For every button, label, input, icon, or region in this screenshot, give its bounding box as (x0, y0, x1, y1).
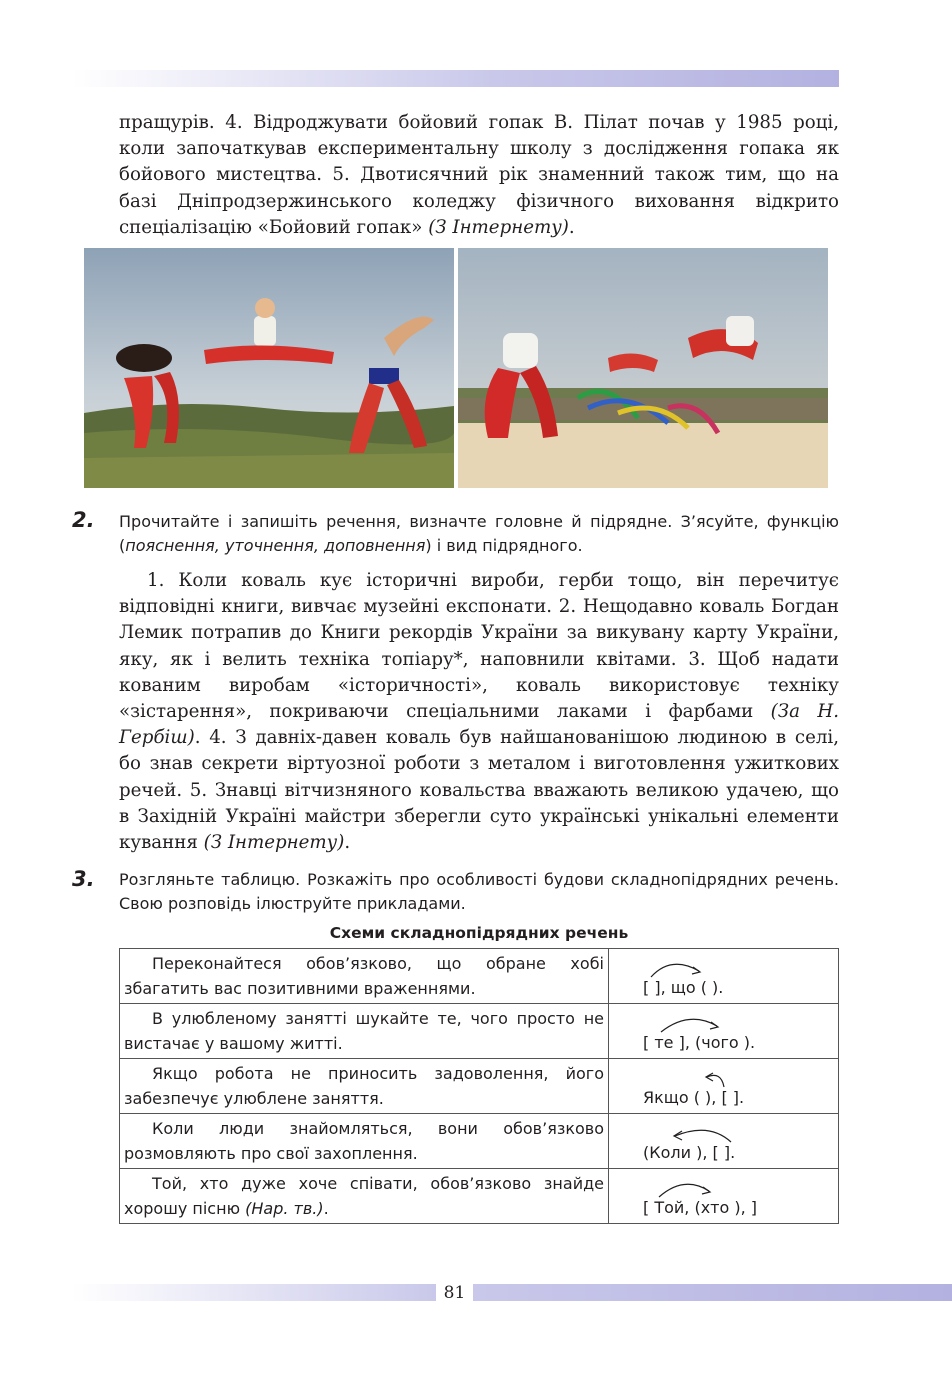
table-title: Схеми складнопідрядних речень (329, 924, 629, 942)
photo-row (84, 248, 828, 488)
hopak-photo-stage (458, 248, 828, 488)
page-number: 81 (443, 1283, 466, 1303)
scheme-cell (609, 1059, 839, 1114)
sentence-cell: Той, хто дуже хоче співати, обов’язково знайде хорошу пісню (Нар. тв.). (120, 1169, 609, 1224)
task-2-body: 1. Коли коваль кує історичні вироби, герби тощо, він перечитує відповідні книги, вивчає музейні експонати. 2. Нещодавно коваль Богдан Лемик потрапив до Книги рекордів України за викувану карту України, яку, як і велить техніка топіару*, наповнили квітами. 3. Щоб надати кованим виробам «історичності», коваль використовує техніку «зістарення», покриваючи спеціальними лаками і фарбами (За Н. Гербіш). 4. З давніх-давен коваль був найшанованішою людиною в селі, бо знав секрети віртуозної роботи з металом і виготовлення ужиткових речей. 5. Знавці вітчизняного ковальства вважають великою удачею, що в Західній Україні майстри зберегли суто українські унікальні елементи кування (З Інтернету). (119, 570, 839, 854)
schemes-table (119, 948, 839, 1224)
scheme-cell (609, 1004, 839, 1059)
scheme-cell (609, 949, 839, 1004)
scheme-formula: [ ], що ( ). (643, 978, 724, 997)
hopak-photo-field (84, 248, 454, 488)
sentence-cell: Коли люди знайомляться, вони обов’язково розмовляють про свої захоплення. (120, 1114, 609, 1169)
scheme-formula: Якщо ( ), [ ]. (643, 1088, 745, 1107)
scheme-formula: [ те ], (чого ). (643, 1033, 756, 1052)
source-citation: (З Інтернету) (203, 832, 345, 854)
task-3-instruction: Розгляньте таблицю. Розкажіть про особливості будови складнопідрядних речень. Свою розповідь ілюструйте прикладами. (119, 870, 839, 913)
task-2-number: 2. (72, 508, 95, 532)
footer-band-left (72, 1284, 436, 1301)
scheme-formula: (Коли ), [ ]. (643, 1143, 736, 1162)
table-row (120, 949, 839, 1004)
table-row (120, 1059, 839, 1114)
source-citation: (За Н. Гербіш) (119, 701, 839, 749)
footer-band-right (473, 1284, 952, 1301)
scheme-cell (609, 1169, 839, 1224)
task-2-instruction: Прочитайте і запишіть речення, визначте головне й підрядне. З’ясуйте, функцію (пояснення, уточнення, доповнення) і вид підрядного. (119, 512, 839, 555)
sentence-cell: Переконайтеся обов’язково, що обране хобі збагатить вас позитивними враженнями. (120, 949, 609, 1004)
table-row (120, 1114, 839, 1169)
table-row (120, 1169, 839, 1224)
scheme-formula: [ Той, (хто ), ] (643, 1198, 758, 1217)
intro-paragraph: пращурів. 4. Відроджувати бойовий гопак В. Пілат почав у 1985 році, коли започаткував експериментальну школу з дослідження гопака як бойового мистецтва. 5. Двотисячний рік знаменний також тим, що на базі Дніпродзержинського коледжу фізичного виховання відкрито спеціалізацію «Бойовий гопак» (З Інтернету). (119, 112, 839, 238)
sentence-cell: Якщо робота не приносить задоволення, його забезпечує улюблене заняття. (120, 1059, 609, 1114)
source-citation: (З Інтернету) (428, 216, 569, 238)
table-row (120, 1004, 839, 1059)
sentence-cell: В улюбленому занятті шукайте те, чого просто не вистачає у вашому житті. (120, 1004, 609, 1059)
task-3-number: 3. (72, 867, 95, 891)
header-band (72, 70, 839, 87)
scheme-cell (609, 1114, 839, 1169)
